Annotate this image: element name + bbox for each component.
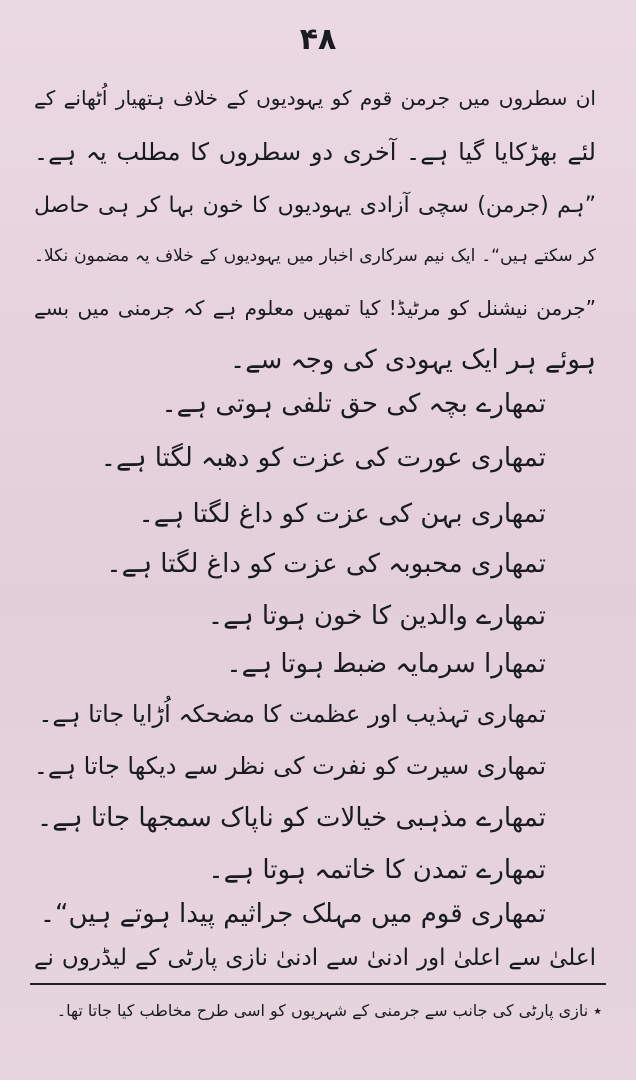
list-line-5: تمھارے والدین کا خون ہوتا ہے۔ [207,601,546,631]
text-line-6: ہوئے ہر ایک یہودی کی وجہ سے۔ [229,345,596,375]
text-line-2: لئے بھڑکایا گیا ہے۔ آخری دو سطروں کا مطلب یہ ہے۔ [34,138,596,166]
list-line-11: تمھاری قوم میں مہلک جراثیم پیدا ہوتے ہیں“۔ [39,899,546,929]
list-line-1: تمھارے بچہ کی حق تلفی ہوتی ہے۔ [161,389,546,419]
list-line-2: تمھاری عورت کی عزت کو دھبہ لگتا ہے۔ [100,443,546,473]
list-line-6: تمھارا سرمایہ ضبط ہوتا ہے۔ [226,649,546,679]
list-line-10: تمھارے تمدن کا خاتمہ ہوتا ہے۔ [208,855,546,885]
list-line-9: تمھارے مذہبی خیالات کو ناپاک سمجھا جاتا ہے۔ [36,803,546,833]
list-line-4: تمھاری محبوبہ کی عزت کو داغ لگتا ہے۔ [106,549,546,579]
text-line-1: ان سطروں میں جرمن قوم کو یہودیوں کے خلاف ہتھیار اُٹھانے کے [34,86,596,110]
text-line-5: ”جرمن نیشنل کو مرٹیڈ! کیا تمھیں معلوم ہے کہ جرمنی میں بسے [34,296,596,320]
list-line-8: تمھاری سیرت کو نفرت کی نظر سے دیکھا جاتا ہے۔ [33,752,546,780]
page-number: ۴۸ [299,22,337,57]
list-line-3: تمھاری بہن کی عزت کو داغ لگتا ہے۔ [138,499,546,529]
text-line-4: کر سکتے ہیں“۔ ایک نیم سرکاری اخبار میں یہودیوں کے خلاف یہ مضمون نکلا۔ [34,246,596,266]
list-line-7: تمھاری تہذیب اور عظمت کا مضحکہ اُڑایا جاتا ہے۔ [38,700,546,728]
footnote-divider [30,983,606,985]
footnote: ٭ نازی پارٹی کی جانب سے جرمنی کے شہریوں کو اسی طرح مخاطب کیا جاتا تھا۔ [56,1001,602,1020]
text-line-3: ”ہم (جرمن) سچی آزادی یہودیوں کا خون بہا کر ہی حاصل [34,193,596,218]
text-line-last: اعلیٰ سے اعلیٰ اور ادنیٰ سے ادنیٰ نازی پارٹی کے لیڈروں نے [34,945,596,971]
